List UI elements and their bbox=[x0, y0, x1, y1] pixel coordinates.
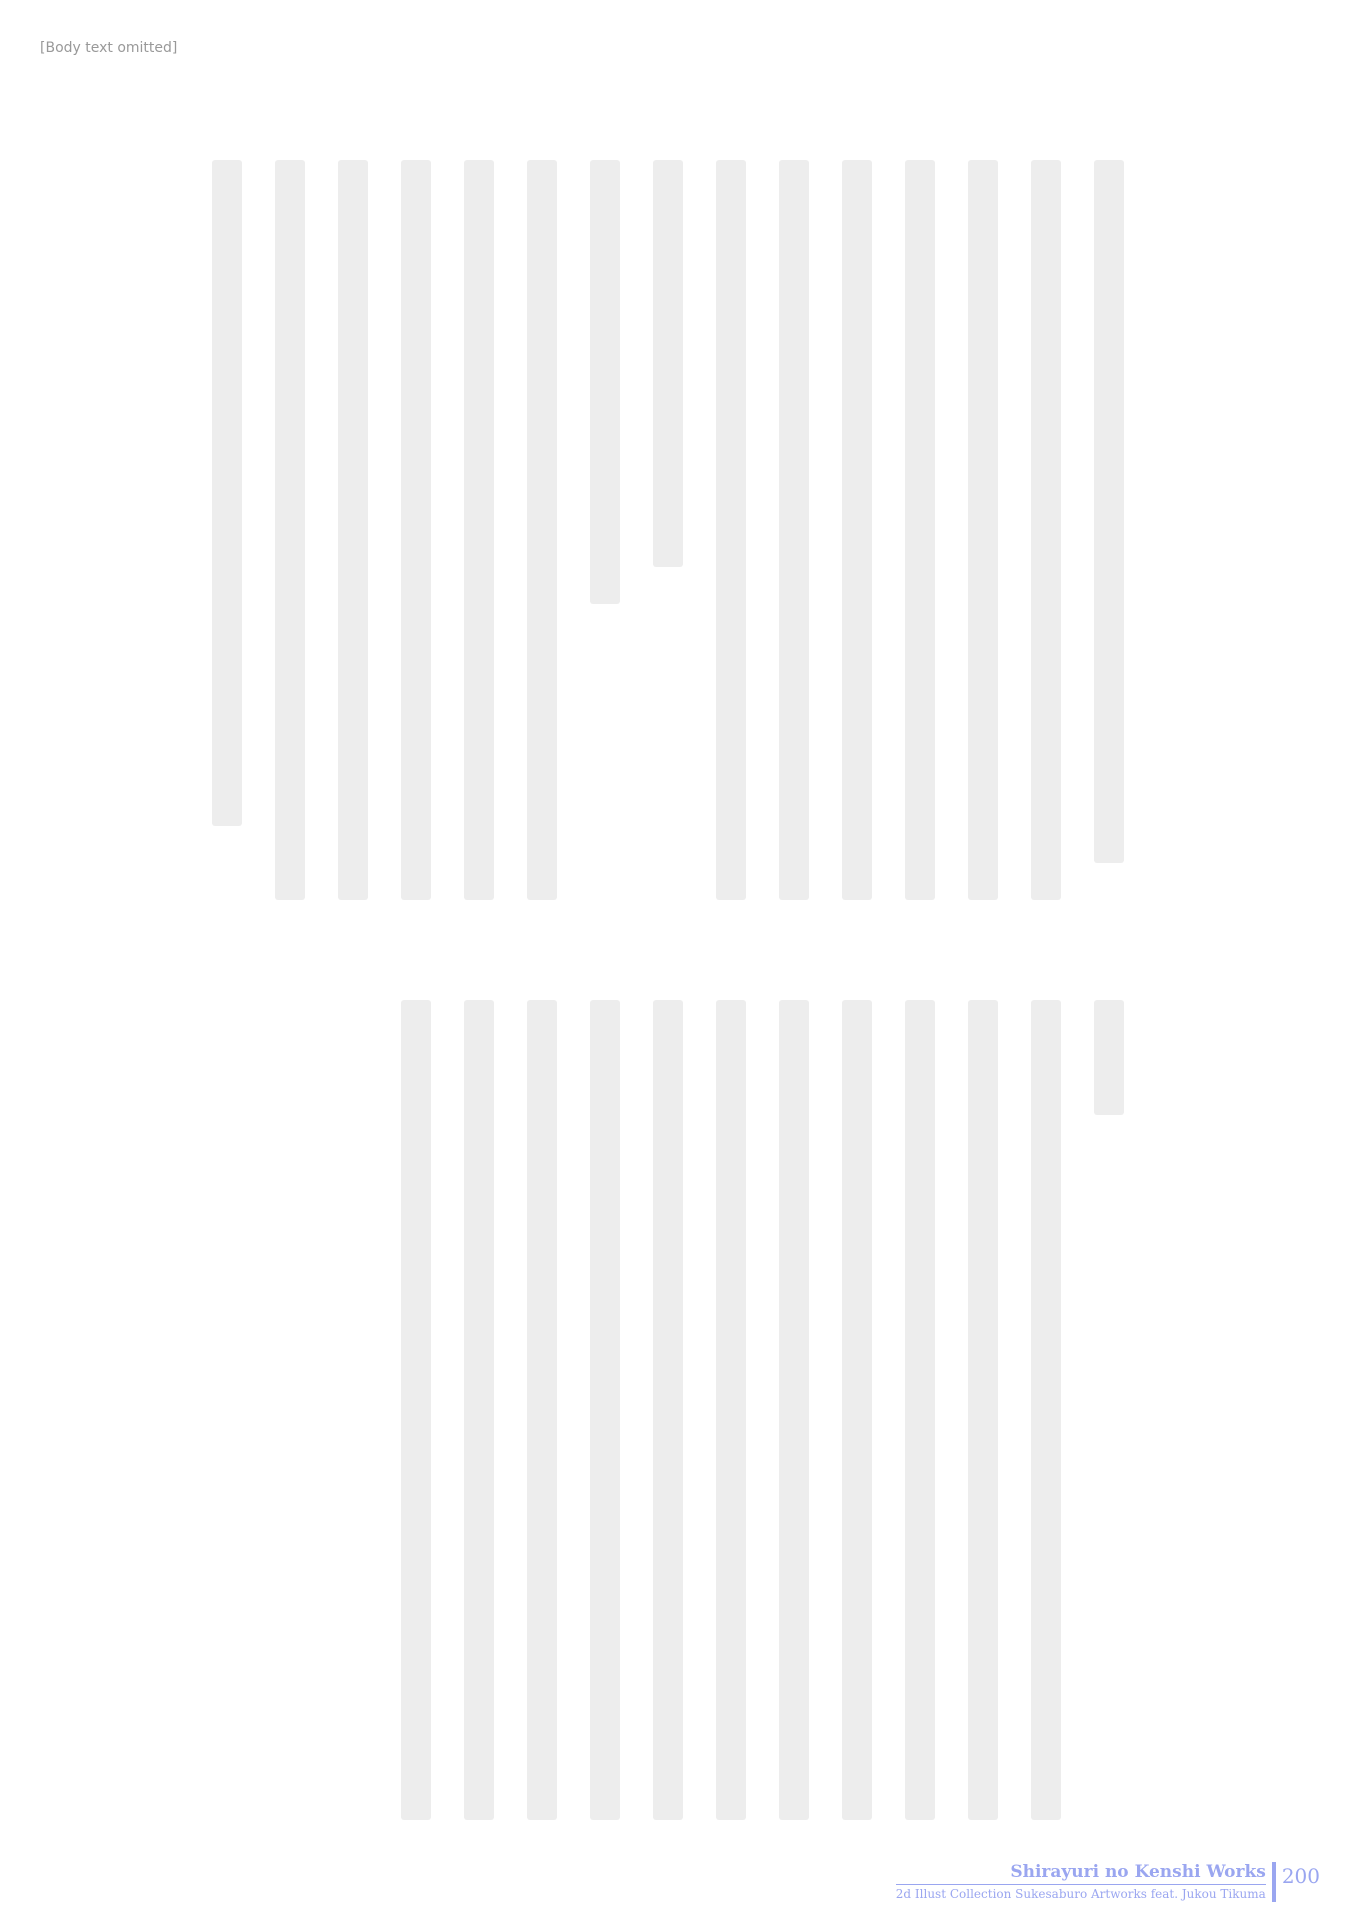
text-column bbox=[825, 1000, 888, 1820]
text-column-placeholder bbox=[464, 1000, 494, 1820]
text-block-bottom bbox=[384, 1000, 1140, 1820]
text-column-placeholder bbox=[905, 160, 935, 900]
text-column bbox=[1014, 160, 1077, 900]
text-column-placeholder bbox=[275, 160, 305, 900]
text-column-placeholder bbox=[842, 1000, 872, 1820]
page-number: 200 bbox=[1281, 1864, 1320, 1888]
text-column bbox=[384, 1000, 447, 1820]
text-column-placeholder bbox=[1031, 160, 1061, 900]
text-column bbox=[1077, 160, 1140, 900]
text-column bbox=[762, 160, 825, 900]
text-column bbox=[951, 160, 1014, 900]
text-column-placeholder bbox=[905, 1000, 935, 1820]
text-column bbox=[699, 160, 762, 900]
text-column bbox=[447, 1000, 510, 1820]
text-column-placeholder bbox=[842, 160, 872, 900]
text-column bbox=[636, 160, 699, 900]
page-footer bbox=[896, 1862, 1320, 1902]
text-column bbox=[573, 1000, 636, 1820]
text-column bbox=[258, 160, 321, 900]
text-column-placeholder bbox=[527, 160, 557, 900]
text-column-placeholder bbox=[653, 1000, 683, 1820]
text-column bbox=[195, 160, 258, 900]
text-column-placeholder bbox=[212, 160, 242, 826]
text-column-placeholder bbox=[401, 160, 431, 900]
text-column bbox=[1014, 1000, 1077, 1820]
text-column bbox=[699, 1000, 762, 1820]
text-column-placeholder bbox=[1031, 1000, 1061, 1820]
text-column-placeholder bbox=[590, 160, 620, 604]
footer-subtitle: 2d Illust Collection Sukesaburo Artworks feat. Jukou Tikuma bbox=[895, 1887, 1266, 1901]
footer-divider bbox=[1272, 1862, 1276, 1902]
text-column-placeholder bbox=[779, 1000, 809, 1820]
text-column-placeholder bbox=[401, 1000, 431, 1820]
text-column-placeholder bbox=[1094, 160, 1124, 863]
text-column-placeholder bbox=[1094, 1000, 1124, 1115]
text-column bbox=[510, 160, 573, 900]
text-column bbox=[321, 160, 384, 900]
text-column bbox=[888, 160, 951, 900]
text-column bbox=[384, 160, 447, 900]
text-column-placeholder bbox=[716, 160, 746, 900]
text-column-placeholder bbox=[653, 160, 683, 567]
text-column-placeholder bbox=[716, 1000, 746, 1820]
text-column bbox=[951, 1000, 1014, 1820]
text-column-placeholder bbox=[968, 1000, 998, 1820]
footer-title: Shirayuri no Kenshi Works bbox=[896, 1862, 1266, 1885]
text-column bbox=[825, 160, 888, 900]
text-column bbox=[573, 160, 636, 900]
text-column bbox=[510, 1000, 573, 1820]
text-column-placeholder bbox=[590, 1000, 620, 1820]
text-column bbox=[1077, 1000, 1140, 1820]
text-column bbox=[636, 1000, 699, 1820]
text-column bbox=[888, 1000, 951, 1820]
text-column-placeholder bbox=[527, 1000, 557, 1820]
text-column-placeholder bbox=[338, 160, 368, 900]
text-column bbox=[762, 1000, 825, 1820]
text-column-placeholder bbox=[779, 160, 809, 900]
text-column bbox=[447, 160, 510, 900]
text-block-top bbox=[195, 160, 1140, 900]
omitted-text-note: [Body text omitted] bbox=[40, 40, 178, 56]
text-column-placeholder bbox=[464, 160, 494, 900]
text-column-placeholder bbox=[968, 160, 998, 900]
